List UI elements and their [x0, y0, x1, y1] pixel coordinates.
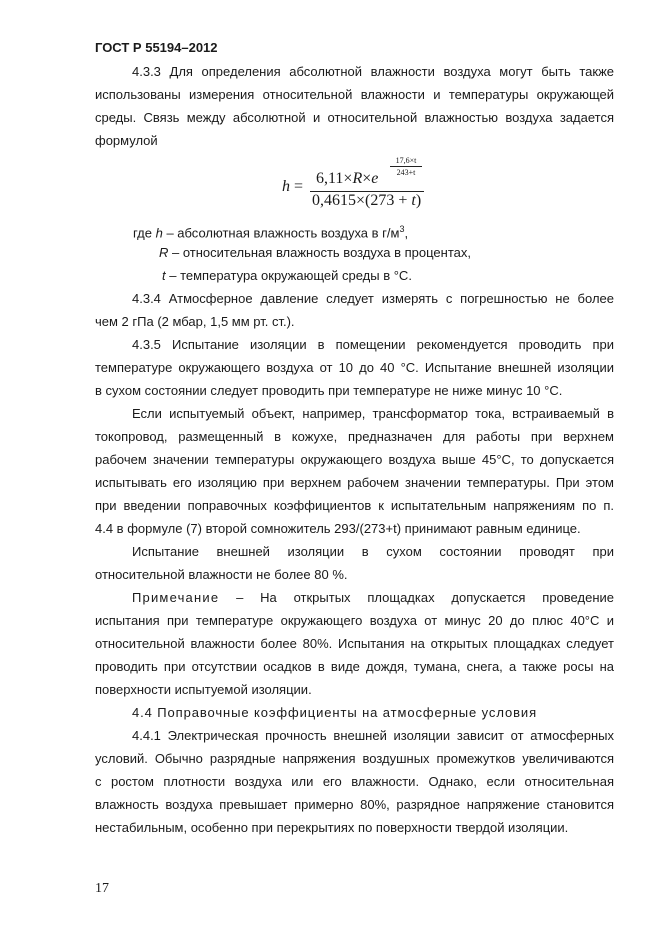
where-line-t	[162, 264, 412, 287]
formula-exponent	[386, 156, 426, 177]
text-line: токопровод, размещенный в кожухе, предназначен для работы при верхнем	[95, 429, 614, 444]
text-line: в сухом состоянии следует проводить при температуре не ниже минус 10 °С.	[95, 383, 563, 398]
text-line: с ростом плотности воздуха или его влажности. Однако, если относительная	[95, 774, 614, 789]
where-var: R	[159, 245, 169, 260]
paragraph-4-3-3	[95, 60, 614, 152]
text-line: рабочем значении температуры окружающего воздуха выше 45°С, то допускается	[95, 452, 614, 467]
where-line-r	[159, 241, 471, 264]
var-e: e	[371, 170, 379, 187]
page-number: 17	[95, 881, 109, 896]
times-sign: ×	[356, 192, 366, 209]
text-line: нестабильным, особенно при перекрытиях по поверхности твердой изоляции.	[95, 820, 569, 835]
times-sign: ×	[362, 170, 372, 187]
where-text: – температура окружающей среды в °С.	[165, 268, 412, 283]
text-line: использованы измерения относительной влажности и температуры окружающей	[95, 87, 614, 102]
where-var: t	[162, 268, 166, 283]
formula-denominator	[312, 192, 421, 210]
paragraph-4-4-1	[95, 724, 614, 839]
section-4-4-title	[95, 701, 614, 724]
den-coef: 0,4615	[312, 192, 356, 209]
exponent-denominator: 243+t	[396, 168, 416, 177]
text-line: 4.3.4 Атмосферное давление следует измерять с погрешностью не более	[132, 291, 614, 306]
times-sign: ×	[343, 170, 353, 187]
humidity-formula	[282, 158, 442, 218]
superscript: 3	[399, 224, 405, 234]
text-line: чем 2 гПа (2 мбар, 1,5 мм рт. ст.).	[95, 314, 295, 329]
text-line: относительной влажности более 80%. Испытания на открытых площадках следует	[95, 636, 614, 651]
text-line: формулой	[95, 133, 158, 148]
text-line: влажность воздуха превышает примерно 80%, разрядное напряжение становится	[95, 797, 614, 812]
where-prefix: где	[133, 225, 156, 241]
where-text: – относительная влажность воздуха в процентах,	[168, 245, 471, 260]
text-line: 4.4 в формуле (7) второй сомножитель 293/(273+t) принимают равным единице.	[95, 521, 581, 536]
text-line: 4.3.5 Испытание изоляции в помещении рекомендуется проводить при	[132, 337, 614, 352]
note-text: – На открытых площадках допускается проведение	[219, 590, 614, 605]
formula-equals: =	[294, 178, 304, 195]
text-line: Испытание внешней изоляции в сухом состоянии проводят при	[132, 544, 614, 559]
note-block	[95, 586, 614, 701]
text-line: испытания при температуре окружающего воздуха от минус 20 до плюс 40°С и	[95, 613, 614, 628]
text-line: 4.3.3 Для определения абсолютной влажности воздуха могут быть также	[132, 64, 614, 79]
text-line: 4.4.1 Электрическая прочность внешней изоляции зависит от атмосферных	[132, 728, 614, 743]
text-line: Если испытуемый объект, например, трансформатор тока, встраиваемый в	[132, 406, 614, 421]
text-line: относительной влажности не более 80 %.	[95, 567, 348, 582]
var-t: t	[411, 192, 416, 209]
text-line: поверхности испытуемой изоляции.	[95, 682, 312, 697]
text-line: температуре окружающего воздуха от 10 до 40 °С. Испытание внешней изоляции	[95, 360, 614, 375]
paragraph-4-3-4	[95, 287, 614, 333]
text-line	[95, 586, 614, 609]
section-heading: 4.4 Поправочные коэффициенты на атмосферные условия	[132, 705, 538, 720]
formula-lhs: h	[282, 178, 290, 195]
var-r: R	[352, 170, 363, 187]
where-var: h	[155, 225, 163, 241]
text-line: среды. Связь между абсолютной и относительной влажностью воздуха задается	[95, 110, 614, 125]
text-line: испытывать его изоляцию при верхнем рабочем значении температуры. При этом	[95, 475, 614, 490]
where-text: – абсолютная влажность воздуха в г/м	[162, 225, 400, 241]
exponent-bar	[390, 166, 422, 167]
document-code: ГОСТ Р 55194–2012	[95, 40, 218, 55]
exponent-numerator: 17,6×t	[395, 156, 417, 165]
paragraph-4-3-5	[95, 333, 614, 402]
formula-numerator	[316, 170, 378, 188]
num-coef: 6,11	[316, 170, 344, 187]
den-open: (273 +	[365, 192, 412, 209]
text-line: условий. Обычно разрядные напряжения воздушных промежутков увеличиваются	[95, 751, 614, 766]
paragraph-dry-test	[95, 540, 614, 586]
text-line: при введении поправочных коэффициентов к испытательным напряжениям по п.	[95, 498, 614, 513]
note-label: Примечание	[132, 590, 220, 605]
paragraph-transformer	[95, 402, 614, 540]
where-end: ,	[404, 225, 409, 241]
den-close: )	[415, 192, 422, 209]
text-line: проводить при отсутствии осадков в виде дождя, тумана, снега, а также росы на	[95, 659, 614, 674]
